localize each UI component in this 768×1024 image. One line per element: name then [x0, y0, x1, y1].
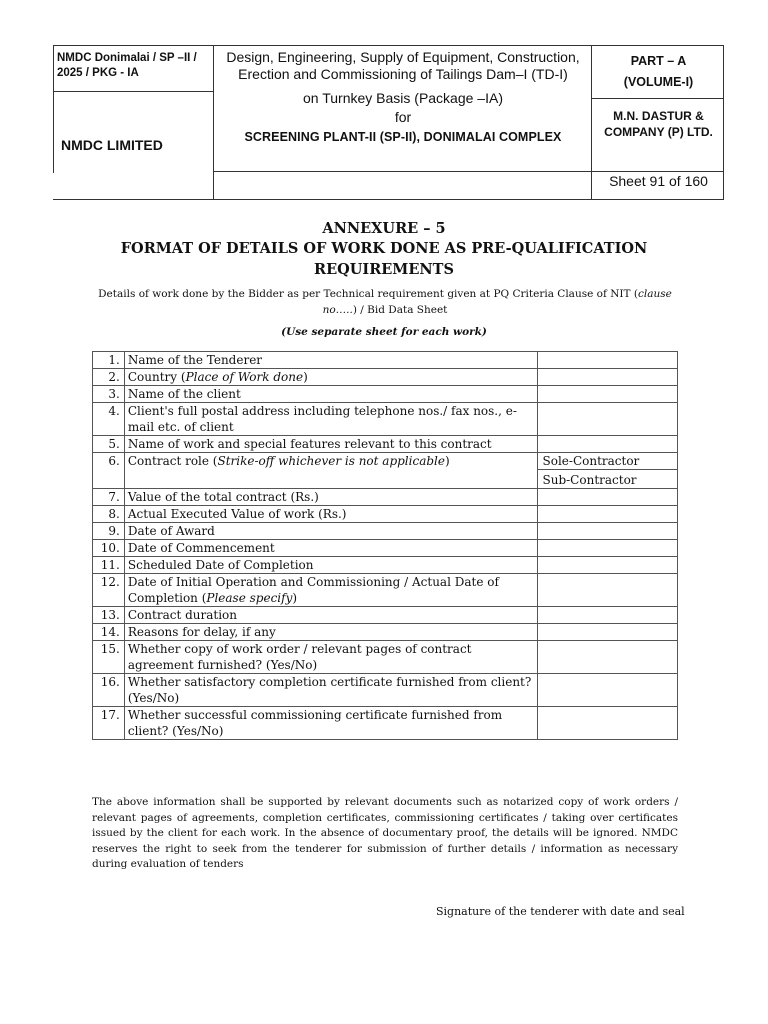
- row-value-cell[interactable]: [537, 707, 678, 740]
- project-title: [215, 49, 591, 146]
- table-row: [93, 707, 678, 740]
- row-text: Whether satisfactory completion certificate furnished from client? (Yes/No): [127, 675, 532, 705]
- row-value-cell[interactable]: [537, 641, 678, 674]
- row-text: Contract role (: [127, 454, 218, 468]
- row-description: [124, 453, 537, 489]
- row-number: 1.: [93, 352, 125, 369]
- row-text-after: ): [303, 370, 308, 384]
- row-value-cell[interactable]: [537, 489, 678, 506]
- row-text: Name of the Tenderer: [127, 353, 263, 367]
- project-line-2: on Turnkey Basis (Package –IA): [303, 90, 503, 106]
- row-number: 7.: [93, 489, 125, 506]
- supporting-documents-paragraph: The above information shall be supported by relevant documents such as notarized copy of work orders / relevant pages of agreements, completion certificates, commissioning certificates / taking over certificates issued by the client for each work. In the absence of documentary proof, the details will be ignored. NMDC reserves the right to seek from the tenderer for submission of further details / information as necessary during evaluation of tenders: [92, 796, 678, 870]
- document-header: [53, 45, 724, 199]
- table-row: [93, 436, 678, 453]
- table-row: [93, 674, 678, 707]
- sheet-number: Sheet 91 of 160: [609, 173, 708, 189]
- row-description: [124, 607, 537, 624]
- project-line-4: SCREENING PLANT-II (SP-II), DONIMALAI COMPLEX: [244, 130, 562, 144]
- consultant-name: M.N. DASTUR & COMPANY (P) LTD.: [604, 109, 713, 139]
- row-value-cell[interactable]: [537, 624, 678, 641]
- row-number: 5.: [93, 436, 125, 453]
- row-number: 9.: [93, 523, 125, 540]
- row-number: 6.: [93, 453, 125, 489]
- row-description: [124, 624, 537, 641]
- row-text: Date of Award: [127, 524, 215, 538]
- details-instruction: [90, 286, 680, 318]
- row-number: 11.: [93, 557, 125, 574]
- row-value-cell[interactable]: [537, 386, 678, 403]
- row-description: [124, 523, 537, 540]
- company-name: NMDC LIMITED: [61, 137, 163, 153]
- row-text: Actual Executed Value of work (Rs.): [127, 507, 347, 521]
- row-number: 4.: [93, 403, 125, 436]
- details-prefix: Details of work done by the Bidder as per Technical requirement given at PQ Criteria Clause of NIT (: [98, 288, 638, 300]
- contract-role-option[interactable]: Sub-Contractor: [537, 470, 678, 489]
- project-line-3: for: [394, 109, 412, 125]
- row-description: [124, 369, 537, 386]
- row-value-cell[interactable]: [537, 436, 678, 453]
- row-description: [124, 386, 537, 403]
- signature-line: Signature of the tenderer with date and seal: [436, 905, 685, 918]
- row-number: 10.: [93, 540, 125, 557]
- row-number: 14.: [93, 624, 125, 641]
- row-text: Scheduled Date of Completion: [127, 558, 314, 572]
- table-row: [93, 453, 678, 470]
- details-italic: clause no…..: [322, 288, 672, 316]
- row-value-cell[interactable]: [537, 674, 678, 707]
- row-number: 17.: [93, 707, 125, 740]
- row-italic-text: Place of Work done: [185, 370, 304, 384]
- row-text-after: ): [444, 454, 450, 468]
- row-value-cell[interactable]: [537, 403, 678, 436]
- row-value-cell[interactable]: [537, 506, 678, 523]
- row-description: [124, 489, 537, 506]
- part-label: PART – A: [630, 54, 687, 68]
- table-row: [93, 641, 678, 674]
- table-row: [93, 540, 678, 557]
- row-description: [124, 436, 537, 453]
- annexure-subtitle-line-2: REQUIREMENTS: [314, 261, 454, 278]
- row-number: 12.: [93, 574, 125, 607]
- row-value-cell[interactable]: [537, 369, 678, 386]
- table-row: [93, 557, 678, 574]
- row-text: Country (: [127, 370, 186, 384]
- tender-reference: NMDC Donimalai / SP –II / 2025 / PKG - IA: [57, 52, 197, 79]
- row-description: [124, 540, 537, 557]
- row-value-cell[interactable]: [537, 557, 678, 574]
- row-text-after: ): [292, 591, 298, 605]
- row-text: Whether successful commissioning certificate furnished from client? (Yes/No): [127, 708, 503, 738]
- volume-label: (VOLUME-I): [623, 75, 694, 89]
- row-description: [124, 403, 537, 436]
- row-description: [124, 557, 537, 574]
- row-description: [124, 506, 537, 523]
- annexure-subtitle-line-1: FORMAT OF DETAILS OF WORK DONE AS PRE-QUALIFICATION: [120, 240, 648, 257]
- annexure-title: ANNEXURE – 5: [322, 220, 446, 237]
- row-value-cell[interactable]: [537, 574, 678, 607]
- details-suffix: ) / Bid Data Sheet: [352, 304, 448, 316]
- row-text: Date of Initial Operation and Commissioning / Actual Date of Completion (: [127, 575, 499, 605]
- row-value-cell[interactable]: [537, 540, 678, 557]
- table-row: [93, 386, 678, 403]
- row-value-cell[interactable]: [537, 352, 678, 369]
- row-text: Reasons for delay, if any: [127, 625, 276, 639]
- row-description: [124, 641, 537, 674]
- work-details-table: [92, 351, 678, 740]
- project-line-1: Design, Engineering, Supply of Equipment, Construction, Erection and Commissioning of Tailings Dam–I (TD-I): [226, 49, 580, 82]
- table-row: [93, 607, 678, 624]
- table-row: [93, 624, 678, 641]
- row-value-cell[interactable]: [537, 523, 678, 540]
- row-text: Name of the client: [127, 387, 241, 401]
- row-number: 15.: [93, 641, 125, 674]
- row-description: [124, 574, 537, 607]
- table-row: [93, 523, 678, 540]
- table-row: [93, 489, 678, 506]
- table-row: [93, 369, 678, 386]
- row-value-cell[interactable]: [537, 607, 678, 624]
- row-italic-text: Strike-off whichever is not applicable: [217, 454, 445, 468]
- row-text: Date of Commencement: [127, 541, 275, 555]
- row-text: Contract duration: [127, 608, 237, 622]
- row-number: 2.: [93, 369, 125, 386]
- table-row: [93, 352, 678, 369]
- row-number: 8.: [93, 506, 125, 523]
- contract-role-option[interactable]: Sole-Contractor: [537, 453, 678, 470]
- row-text: Client's full postal address including telephone nos./ fax nos., e-mail etc. of client: [127, 404, 517, 434]
- row-number: 16.: [93, 674, 125, 707]
- row-number: 13.: [93, 607, 125, 624]
- table-row: [93, 574, 678, 607]
- row-number: 3.: [93, 386, 125, 403]
- table-row: [93, 506, 678, 523]
- separate-sheet-note: (Use separate sheet for each work): [281, 326, 487, 338]
- part-volume: [593, 51, 724, 93]
- table-row: [93, 403, 678, 436]
- row-text: Value of the total contract (Rs.): [127, 490, 319, 504]
- row-text: Name of work and special features relevant to this contract: [127, 437, 492, 451]
- row-description: [124, 707, 537, 740]
- row-description: [124, 674, 537, 707]
- row-italic-text: Please specify: [206, 591, 293, 605]
- row-description: [124, 352, 537, 369]
- row-text: Whether copy of work order / relevant pages of contract agreement furnished? (Yes/No): [127, 642, 472, 672]
